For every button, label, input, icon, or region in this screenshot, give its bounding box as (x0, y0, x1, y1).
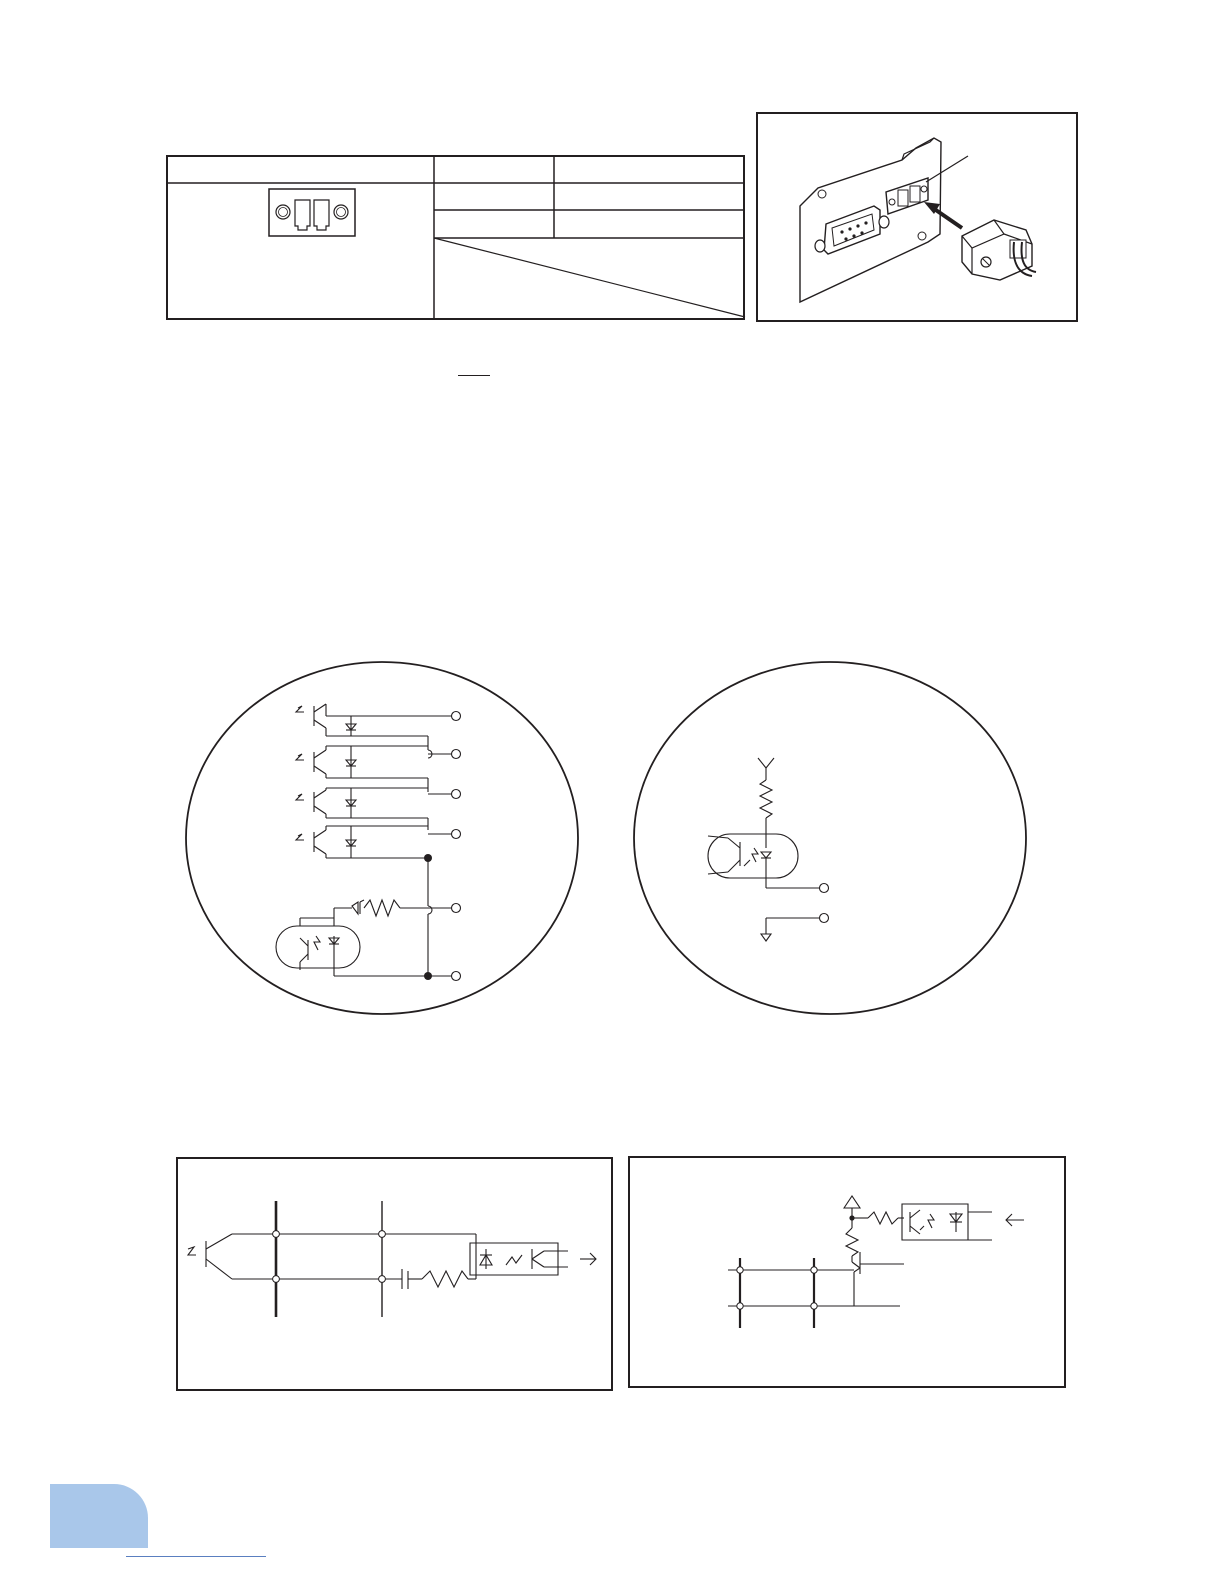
rear-panel-figure (756, 112, 1078, 322)
page-number-tab (50, 1484, 148, 1548)
input-connection-figure (628, 1156, 1066, 1388)
output-circuit-icon (184, 660, 584, 1020)
photocoupler-input-icon (628, 1156, 1066, 1388)
output-connection-figure (176, 1157, 613, 1391)
overbar-mark (458, 375, 490, 376)
footer-link-line[interactable] (126, 1556, 266, 1557)
rear-panel-connector-icon (756, 112, 1078, 322)
terminal-block-icon (268, 188, 358, 238)
photocoupler-output-icon (176, 1157, 613, 1391)
terminal-spec-table (166, 155, 745, 320)
input-circuit-icon (632, 660, 1032, 1020)
table-grid (166, 155, 745, 320)
